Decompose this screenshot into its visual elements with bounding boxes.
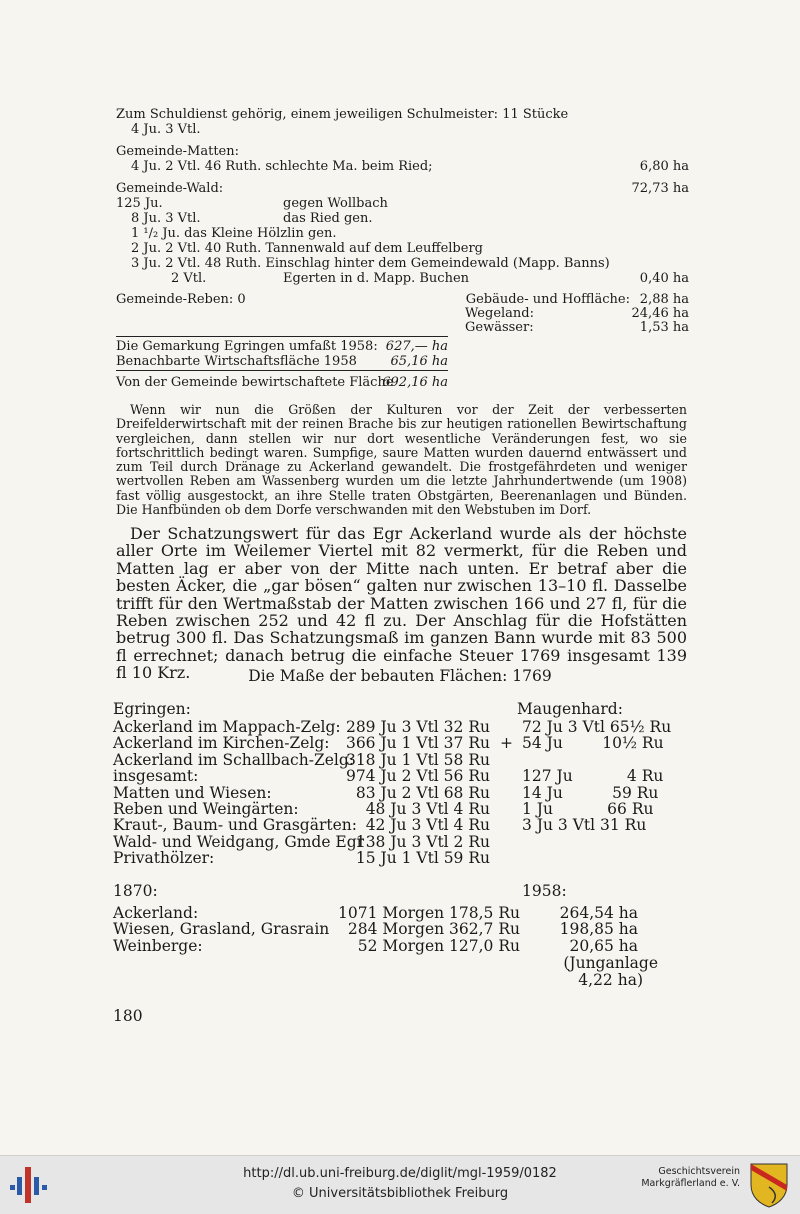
coat-of-arms-icon	[748, 1161, 790, 1209]
wald-row: 2 Vtl.	[171, 271, 207, 286]
flaeche-label: Gewässer:	[465, 320, 534, 335]
row-label: Ackerland im Mappach-Zelg:	[113, 718, 341, 736]
value-1870: 284 Morgen 362,7 Ru	[347, 920, 520, 939]
wald-row: 8 Ju. 3 Vtl.	[131, 211, 201, 226]
egringen-value: 138 Ju 3 Vtl 2 Ru	[355, 832, 490, 851]
egerten-value: 0,40 ha	[639, 271, 689, 286]
maugenhard-value: 14 Ju 59 Ru	[522, 783, 659, 802]
egringen-value: 318 Ju 1 Vtl 58 Ru	[345, 750, 490, 769]
row-label: Kraut-, Baum- und Grasgärten:	[113, 816, 357, 835]
row-label: Ackerland:	[113, 904, 199, 922]
value-1958: 20,65 ha	[569, 936, 638, 955]
value-1958: 198,85 ha	[559, 920, 638, 939]
value-1870: 1071 Morgen 178,5 Ru	[338, 904, 520, 922]
maugenhard-value: 54 Ju 10½ Ru	[522, 734, 664, 753]
value-1870: 52 Morgen 127,0 Ru	[357, 936, 520, 955]
society-line-1: Geschichtsverein	[658, 1166, 740, 1177]
wald-value: 72,73 ha	[631, 181, 689, 196]
wald-row: 1 ¹/₂ Ju. das Kleine Hölzlin gen.	[131, 226, 337, 241]
reben-line: Gemeinde-Reben: 0	[116, 292, 246, 307]
maugenhard-value: 127 Ju 4 Ru	[522, 767, 664, 786]
section-heading: Die Maße der bebauten Flächen: 1769	[248, 667, 552, 685]
row-label: Reben und Weingärten:	[113, 800, 299, 818]
matten-heading: Gemeinde-Matten:	[116, 144, 239, 159]
divider	[116, 370, 448, 371]
wald-row-desc: gegen Wollbach	[283, 196, 388, 211]
maugenhard-heading: Maugenhard:	[517, 700, 623, 718]
bewirt-value: 692,16 ha	[382, 375, 448, 390]
row-label: Ackerland im Kirchen-Zelg:	[113, 734, 330, 753]
bewirt-label: Von der Gemeinde bewirtschaftete Fläche	[116, 375, 394, 390]
heading-1958: 1958:	[522, 882, 567, 900]
row-label: Wald- und Weidgang, Gmde Egr	[113, 832, 365, 851]
egringen-heading: Egringen:	[113, 700, 191, 718]
junganlage-value: 4,22 ha)	[578, 971, 643, 989]
flaeche-value: 2,88 ha	[639, 292, 689, 307]
row-label: Wiesen, Grasland, Grasrain	[113, 920, 330, 939]
maugenhard-value: 3 Ju 3 Vtl 31 Ru	[522, 816, 647, 835]
nachbar-value: 65,16 ha	[390, 354, 448, 369]
footer-bar	[0, 1155, 800, 1214]
heading-1870: 1870:	[113, 882, 158, 900]
egringen-value: 83 Ju 2 Vtl 68 Ru	[355, 783, 490, 802]
flaeche-label: Gebäude- und Hoffläche:	[465, 292, 630, 307]
wald-row: 3 Ju. 2 Vtl. 48 Ruth. Einschlag hinter dem Gemeindewald (Mapp. Banns)	[131, 256, 610, 271]
flaeche-value: 1,53 ha	[639, 320, 689, 335]
gemarkung-label: Die Gemarkung Egringen umfaßt 1958:	[116, 339, 378, 354]
society-name	[630, 1166, 740, 1190]
egringen-value: 366 Ju 1 Vtl 37 Ru	[345, 734, 490, 753]
matten-line: 4 Ju. 2 Vtl. 46 Ruth. schlechte Ma. beim Ried;	[131, 159, 433, 174]
egringen-value: 42 Ju 3 Vtl 4 Ru	[365, 816, 490, 835]
row-label: insgesamt:	[113, 767, 199, 786]
maugenhard-value: 1 Ju 66 Ru	[522, 800, 654, 818]
footer-copyright: © Universitätsbibliothek Freiburg	[291, 1186, 509, 1201]
schuldienst-size: 4 Ju. 3 Vtl.	[131, 122, 201, 137]
egringen-value: 289 Ju 3 Vtl 32 Ru	[345, 718, 490, 736]
value-1958: 264,54 ha	[559, 904, 638, 922]
society-line-2: Markgräflerland e. V.	[641, 1178, 740, 1189]
footer-url-link[interactable]: http://dl.ub.uni-freiburg.de/diglit/mgl-1959/0182	[243, 1166, 557, 1181]
row-label: Weinberge:	[113, 936, 203, 955]
junganlage-note: (Junganlage	[563, 954, 658, 972]
maugenhard-value: 72 Ju 3 Vtl 65½ Ru	[522, 718, 672, 736]
paragraph-small: Wenn wir nun die Größen der Kulturen vor der Zeit der verbesserten Dreifelderwirtschaft mit der reinen Brache bis zur heutigen rationellen Bewirtschaftung vergleichen, dann stellen wir nur dort wesentliche Veränderungen fest, wo sie fortschrittlich bedingt waren. Sumpfige, saure Matten wurden dauernd entwässert und zum Teil durch Dränage zu Ackerland gewandelt. Die frostgefährdeten und weniger wertvollen Reben am Wassenberg wurden um die letzte Jahrhundertwende (um 1908) fast völlig ausgestockt, an ihre Stelle traten Obstgärten, Beerenanlagen und Bünden. Die Hanfbünden ob dem Dorfe verschwanden mit den Webstuben im Dorf.	[116, 402, 687, 518]
wald-heading: Gemeinde-Wald:	[116, 181, 224, 196]
flaeche-value: 24,46 ha	[631, 306, 689, 321]
schuldienst-line: Zum Schuldienst gehörig, einem jeweiligen Schulmeister: 11 Stücke	[116, 107, 569, 122]
gemarkung-value: 627,— ha	[385, 339, 448, 354]
nachbar-label: Benachbarte Wirtschaftsfläche 1958	[116, 354, 357, 369]
egringen-value: 15 Ju 1 Vtl 59 Ru	[355, 849, 490, 868]
paragraph-main: Der Schatzungswert für das Egr Ackerland wurde als der höchste aller Orte im Weilemer Viertel mit 82 vermerkt, für die Reben und Matten lag er aber von der Mitte nach unten. Er betraf aber die besten Äcker, die „gar bösen“ galten nur zwischen 13–10 fl. Dasselbe trifft für den Wertmaßstab der Matten zwischen 166 und 27 fl, für die Reben zwischen 252 und 42 fl zu. Der Anschlag für die Hofstätten betrug 300 fl. Das Schatzungsmaß im ganzen Bann wurde mit 83 500 fl errechnet; danach betrug die einfache Steuer 1769 insgesamt 139 fl 10 Krz.	[116, 524, 687, 683]
wald-row: 125 Ju.	[116, 196, 163, 211]
wald-row-desc: das Ried gen.	[283, 211, 373, 226]
wald-row-desc: Egerten in d. Mapp. Buchen	[283, 271, 470, 286]
wald-row: 2 Ju. 2 Vtl. 40 Ruth. Tannenwald auf dem Leuffelberg	[131, 241, 483, 256]
egringen-value: 48 Ju 3 Vtl 4 Ru	[365, 800, 490, 818]
page-number: 180	[113, 1007, 143, 1025]
matten-value: 6,80 ha	[639, 159, 689, 174]
divider	[116, 336, 448, 337]
row-label: Matten und Wiesen:	[113, 783, 272, 802]
flaeche-label: Wegeland:	[465, 306, 534, 321]
egringen-value: 974 Ju 2 Vtl 56 Ru	[345, 767, 490, 786]
row-label: Ackerland im Schallbach-Zelg:	[113, 750, 355, 769]
row-label: Privathölzer:	[113, 849, 215, 868]
plus-sign: +	[500, 734, 513, 753]
